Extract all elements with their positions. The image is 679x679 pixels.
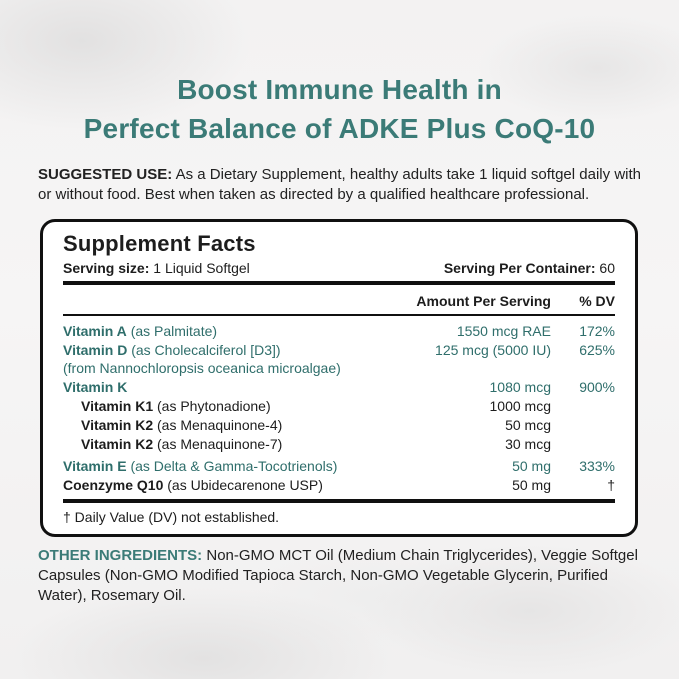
suggested-use-paragraph xyxy=(38,165,641,205)
nutrient-name-cell xyxy=(63,397,391,415)
nutrient-name-cell xyxy=(63,322,391,340)
nutrient-desc: (as Menaquinone-4) xyxy=(157,417,283,433)
divider-thick-top xyxy=(63,281,615,285)
nutrient-name: Vitamin K2 xyxy=(81,436,154,452)
other-ingredients-paragraph xyxy=(38,546,641,606)
nutrient-name: Vitamin D xyxy=(63,342,128,358)
nutrient-amount: 125 mcg (5000 IU) xyxy=(435,342,551,358)
table-row-coenzyme-q10 xyxy=(63,476,615,494)
nutrient-name-cell xyxy=(63,341,391,377)
table-row-vitamin-k1 xyxy=(63,397,615,415)
table-column-header xyxy=(63,293,615,309)
nutrient-amount: 50 mcg xyxy=(505,417,551,433)
other-ingredients-text: Non-GMO MCT Oil (Medium Chain Triglycerides), Veggie Softgel Capsules (Non-GMO Modified Tapioca Starch, Non-GMO Vegetable Glycerin, Purified Water), Rosemary Oil. xyxy=(38,547,638,604)
nutrient-desc: (as Cholecalciferol [D3]) xyxy=(131,342,281,358)
nutrient-desc: (as Ubidecarenone USP) xyxy=(167,477,323,493)
serving-size-label: Serving size: xyxy=(63,260,150,276)
table-row-vitamin-k2-mk4 xyxy=(63,416,615,434)
supplement-facts-title: Supplement Facts xyxy=(63,231,256,256)
nutrient-table xyxy=(63,322,615,494)
nutrient-amount: 30 mcg xyxy=(505,436,551,452)
nutrient-dv: 172% xyxy=(579,323,615,339)
nutrient-dv: 333% xyxy=(579,458,615,474)
serving-size xyxy=(63,260,250,276)
table-row-vitamin-k xyxy=(63,378,615,396)
nutrient-name-cell xyxy=(63,435,391,453)
headline-line2: Perfect Balance of ADKE Plus CoQ-10 xyxy=(83,113,596,144)
column-header-dv: % DV xyxy=(579,293,615,309)
nutrient-source-note: (from Nannochloropsis oceanica microalgae) xyxy=(63,360,341,376)
dv-footnote: † Daily Value (DV) not established. xyxy=(63,509,280,525)
supplement-facts-panel xyxy=(40,219,638,537)
nutrient-name-cell xyxy=(63,476,391,494)
headline-line1: Boost Immune Health in xyxy=(177,74,502,105)
servings-per-container xyxy=(444,260,615,276)
serving-info-row xyxy=(63,260,615,276)
nutrient-name: Vitamin K2 xyxy=(81,417,154,433)
divider-thin-header xyxy=(63,314,615,316)
nutrient-amount: 1000 mcg xyxy=(489,398,551,414)
nutrient-name: Vitamin K1 xyxy=(81,398,154,414)
nutrient-amount: 50 mg xyxy=(512,477,551,493)
nutrient-desc: (as Menaquinone-7) xyxy=(157,436,283,452)
table-row-vitamin-k2-mk7 xyxy=(63,435,615,453)
suggested-use-text: As a Dietary Supplement, healthy adults take 1 liquid softgel daily with or without food. Best when taken as directed by a qualified healthcare professional. xyxy=(38,166,641,203)
other-ingredients-label: OTHER INGREDIENTS: xyxy=(38,547,203,564)
table-row-vitamin-a xyxy=(63,322,615,340)
nutrient-amount: 50 mg xyxy=(512,458,551,474)
divider-thick-bottom xyxy=(63,499,615,503)
nutrient-dv: 900% xyxy=(579,379,615,395)
nutrient-name-cell xyxy=(63,457,391,475)
column-header-amount: Amount Per Serving xyxy=(416,293,551,309)
table-row-vitamin-e xyxy=(63,457,615,475)
product-headline xyxy=(0,0,679,148)
nutrient-desc: (as Delta & Gamma-Tocotrienols) xyxy=(130,458,338,474)
serving-size-value: 1 Liquid Softgel xyxy=(153,260,250,276)
nutrient-name: Vitamin A xyxy=(63,323,127,339)
nutrient-name-cell xyxy=(63,378,391,396)
nutrient-name: Coenzyme Q10 xyxy=(63,477,164,493)
nutrient-desc: (as Phytonadione) xyxy=(157,398,271,414)
nutrient-name: Vitamin K xyxy=(63,379,128,395)
nutrient-name-cell xyxy=(63,416,391,434)
nutrient-dv: 625% xyxy=(579,342,615,358)
nutrient-dv: † xyxy=(607,477,615,493)
table-row-vitamin-d xyxy=(63,341,615,377)
nutrient-name: Vitamin E xyxy=(63,458,127,474)
servings-per-container-label: Serving Per Container: xyxy=(443,260,596,276)
nutrient-amount: 1080 mcg xyxy=(489,379,551,395)
suggested-use-label: SUGGESTED USE: xyxy=(38,166,173,183)
nutrient-amount: 1550 mcg RAE xyxy=(456,323,551,339)
servings-per-container-value: 60 xyxy=(599,260,615,276)
nutrient-desc: (as Palmitate) xyxy=(130,323,218,339)
